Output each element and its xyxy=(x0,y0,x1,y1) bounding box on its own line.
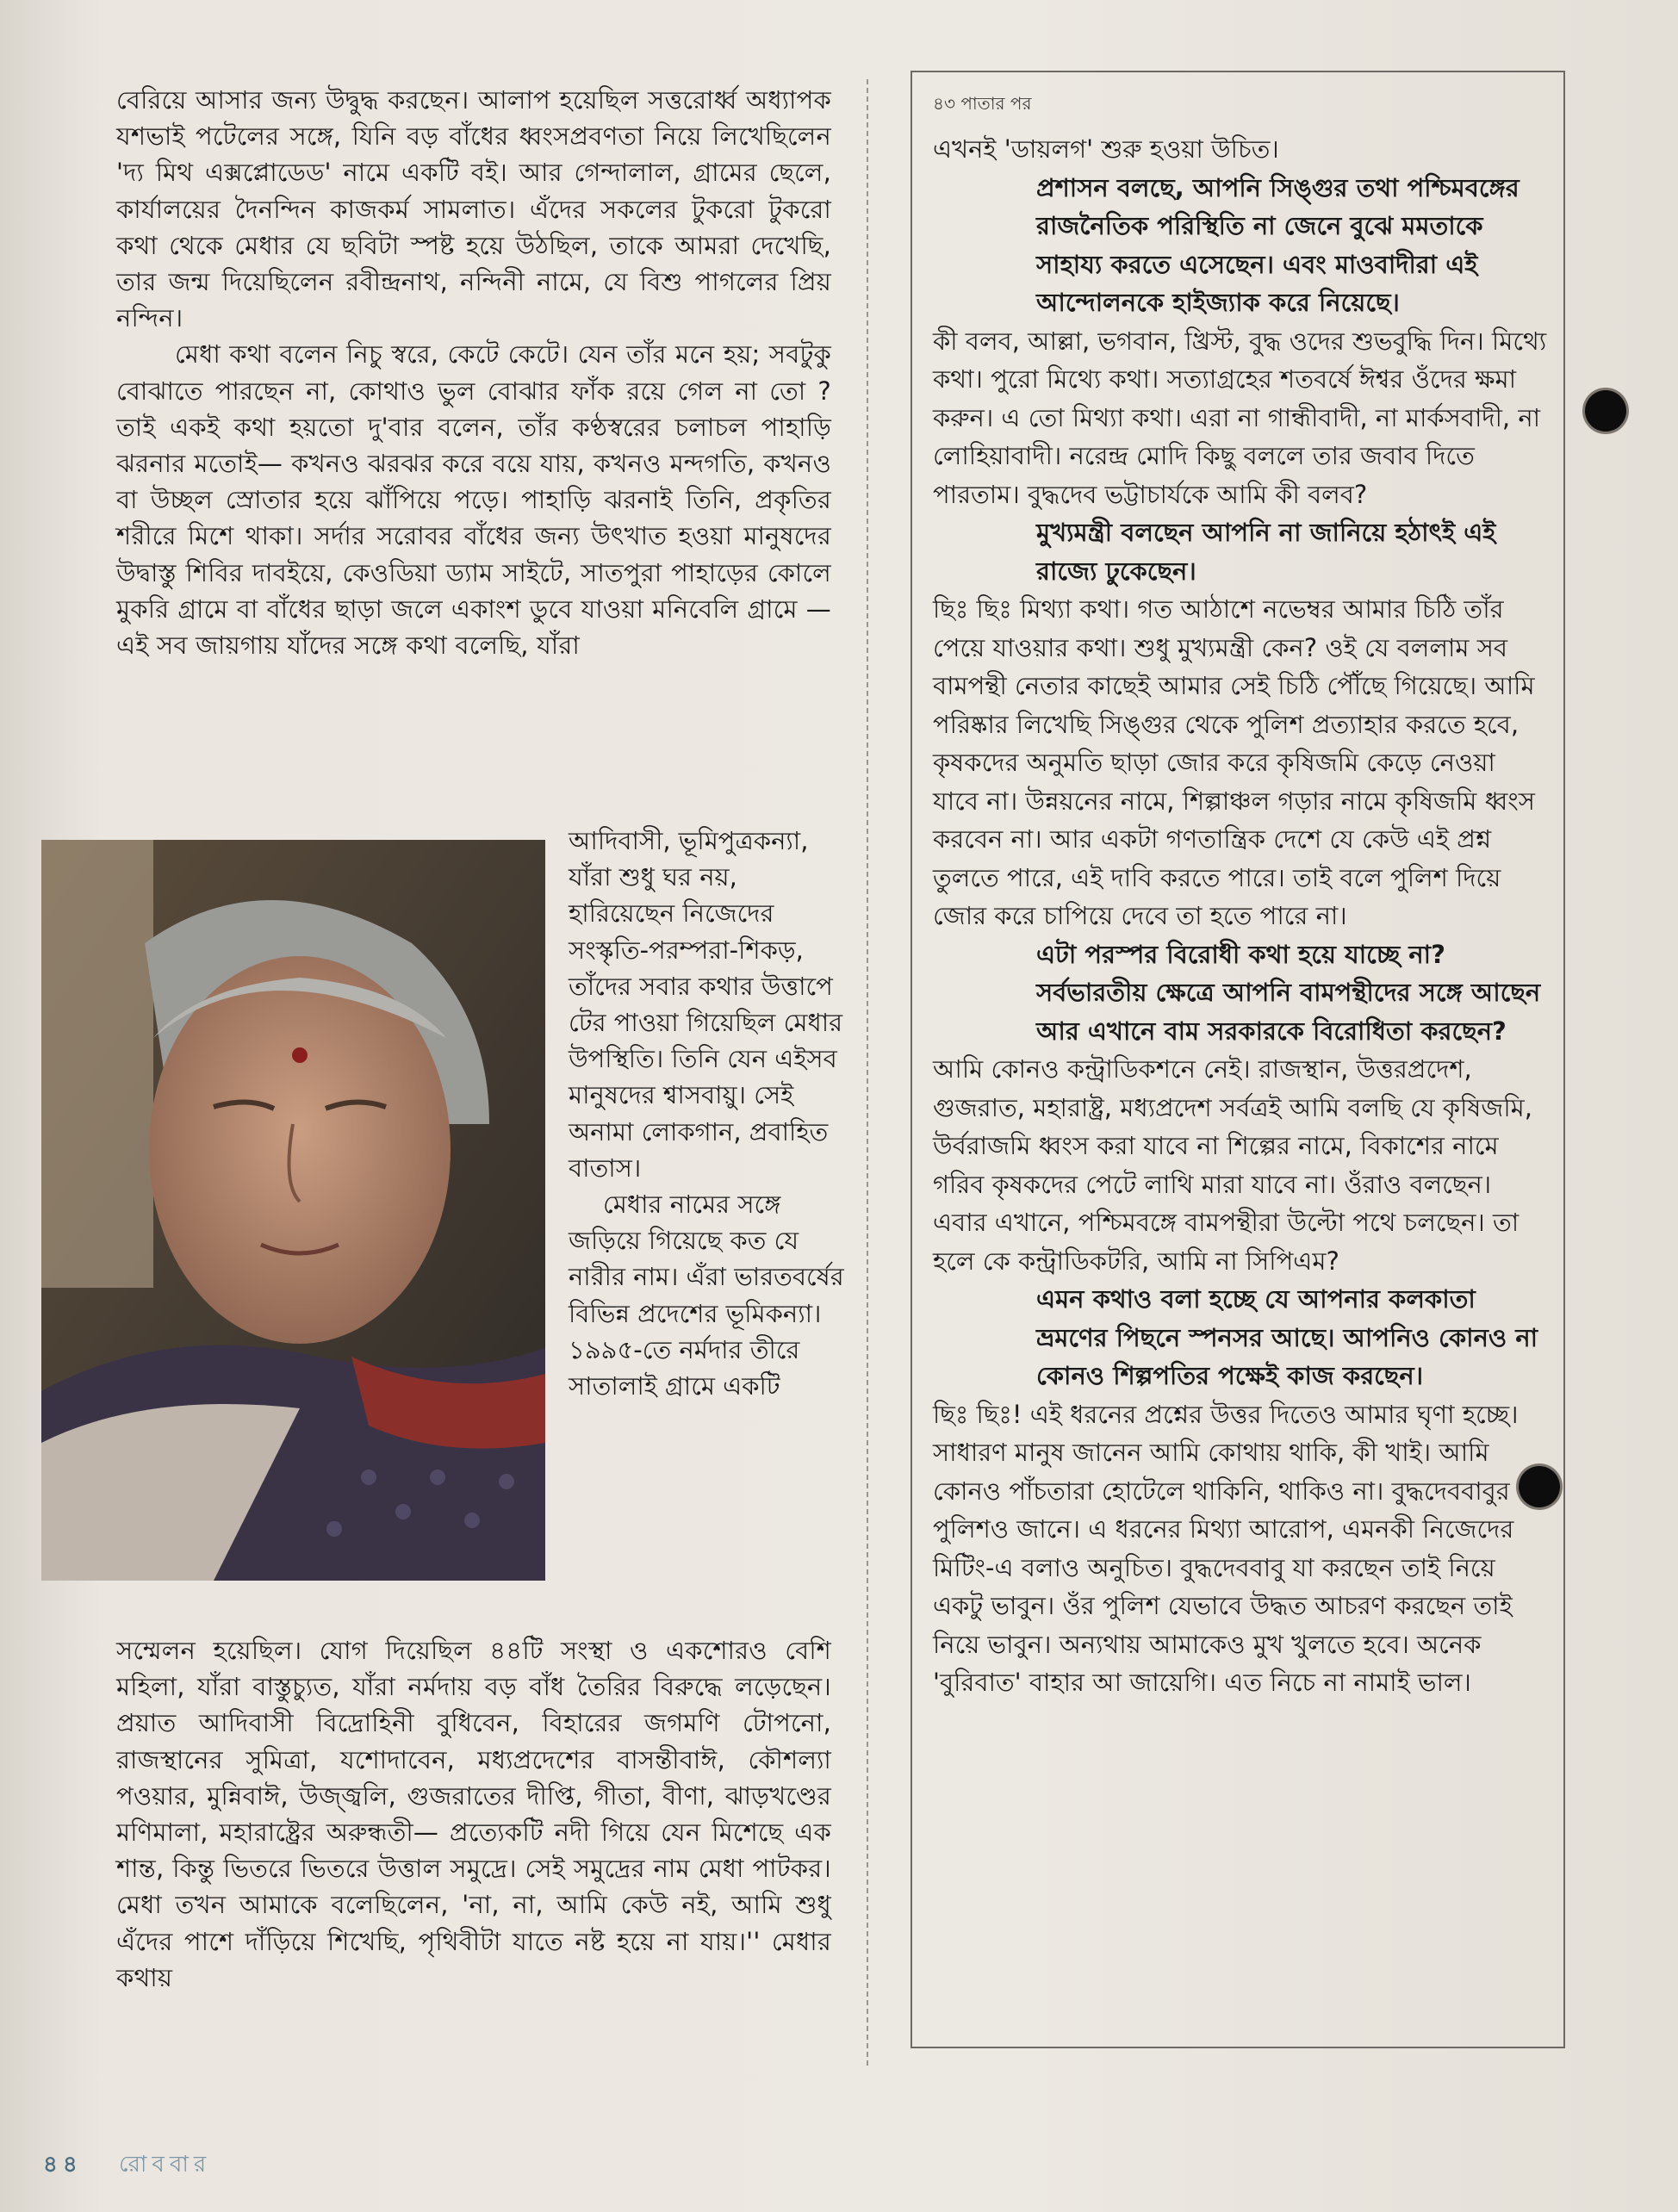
interview-answer: ছিঃ ছিঃ মিথ্যা কথা। গত আঠাশে নভেম্বর আমার চিঠি তাঁর পেয়ে যাওয়ার কথা। শুধু মুখ্যমন্ত্রী কেন? ওই যে বললাম সব বামপন্থী নেতার কাছেই আমার সেই চিঠি পৌঁছে গিয়েছে। আমি পরিষ্কার লিখেছি সিঙ্গুর থেকে পুলিশ প্রত্যাহার করতে হবে, কৃষকদের অনুমতি ছাড়া জোর করে কৃষিজমি কেড়ে নেওয়া যাবে না। উন্নয়নের নামে, শিল্পাঞ্চল গড়ার নামে কৃষিজমি ধ্বংস করবেন না। আর একটা গণতান্ত্রিক দেশে যে কেউ এই প্রশ্ন তুলতে পারে, এই দাবি করতে পারে। তাই বলে পুলিশ দিয়ে জোর করে চাপিয়ে দেবে তা হতে পারে না। xyxy=(933,594,1535,930)
page-footer xyxy=(43,2147,211,2184)
article-bottom-text xyxy=(116,1632,831,1996)
continuation-label: ৪৩ পাতার পর xyxy=(933,93,1032,114)
interview-question: প্রশাসন বলছে, আপনি সিঙ্গুর তথা পশ্চিমবঙ্গের রাজনৈতিক পরিস্থিতি না জেনে বুঝে মমতাকে সাহায্য করতে এসেছেন। এবং মাওবাদীরা এই আন্দোলনকে হাইজ্যাক করে নিয়েছে। xyxy=(1036,172,1520,317)
photo-wrap-section xyxy=(34,826,844,1589)
punch-hole xyxy=(1585,390,1626,432)
page-number: ৪৪ xyxy=(43,2152,83,2178)
interview-answer: ছিঃ ছিঃ! এই ধরনের প্রশ্নের উত্তর দিতেও আমার ঘৃণা হচ্ছে। সাধারণ মানুষ জানেন আমি কোথায় থাকি, কী খাই। আমি কোনও পাঁচতারা হোটেলে থাকিনি, থাকিও না। বুদ্ধদেববাবুর পুলিশও জানে। এ ধরনের মিথ্যা আরোপ, এমনকী নিজেদের মিটিং-এ বলাও অনুচিত। বুদ্ধদেববাবু যা করছেন তাই নিয়ে একটু ভাবুন। ওঁর পুলিশ যেভাবে উদ্ধত আচরণ করছেন তাই নিয়ে ভাবুন। অন্যথায় আমাকেও মুখ খুলতে হবে। অনেক 'বুরিবাত' বাহার আ জায়েগি। এত নিচে না নামাই ভাল। xyxy=(933,1399,1519,1697)
interview-question: মুখ্যমন্ত্রী বলছেন আপনি না জানিয়ে হঠাৎই এই রাজ্যে ঢুকেছেন। xyxy=(1036,518,1496,586)
interview-content xyxy=(933,91,1548,1702)
magazine-name: রোববার xyxy=(119,2152,212,2178)
article-paragraph-3: সম্মেলন হয়েছিল। যোগ দিয়েছিল ৪৪টি সংস্থা ও একশোরও বেশি মহিলা, যাঁরা বাস্তুচ্যুত, যাঁরা নর্মদায় বড় বাঁধ তৈরির বিরুদ্ধে লড়েছেন। প্রয়াত আদিবাসী বিদ্রোহিনী বুধিবেন, বিহারের জগমণি টোপনো, রাজস্থানের সুমিত্রা, যশোদাবেন, মধ্যপ্রদেশের বাসন্তীবাঈ, কৌশল্যা পওয়ার, মুন্নিবাঈ, উজ্জ্বলি, গুজরাতের দীপ্তি, গীতা, বীণা, ঝাড়খণ্ডের মণিমালা, মহারাষ্ট্রের অরুন্ধতী— প্রত্যেকটি নদী গিয়ে যেন মিশেছে এক শান্ত, কিন্তু ভিতরে ভিতরে উত্তাল সমুদ্রে। সেই সমুদ্রের নাম মেধা পাটকর। মেধা তখন আমাকে বলেছিলেন, 'না, না, আমি কেউ নই, আমি শুধু এঁদের পাশে দাঁড়িয়ে শিখেছি, পৃথিবীটা যাতে নষ্ট হয়ে না যায়।'' মেধার কথায় xyxy=(116,1636,831,1992)
interview-question: এমন কথাও বলা হচ্ছে যে আপনার কলকাতা ভ্রমণের পিছনে স্পনসর আছে। আপনিও কোনও না কোনও শিল্পপতির পক্ষেই কাজ করছেন। xyxy=(1036,1284,1538,1390)
article-paragraph-1: বেরিয়ে আসার জন্য উদ্বুদ্ধ করছেন। আলাপ হয়েছিল সত্তরোর্ধ্ব অধ্যাপক যশভাই পটেলের সঙ্গে, যিনি বড় বাঁধের ধ্বংসপ্রবণতা নিয়ে লিখেছিলেন 'দ্য মিথ এক্সপ্লোডেড' নামে একটি বই। আর গেন্দালাল, গ্রামের ছেলে, কার্যালয়ের দৈনন্দিন কাজকর্ম সামলাত। এঁদের সকলের টুকরো টুকরো কথা থেকে মেধার যে ছবিটা স্পষ্ট হয়ে উঠছিল, তাকে আমরা দেখেছি, তার জন্ম দিয়েছিলেন রবীন্দ্রনাথ, নন্দিনী নামে, যে বিশু পাগলের প্রিয় নন্দিন। xyxy=(116,85,831,333)
punch-hole xyxy=(1519,1466,1560,1507)
interview-answer: আমি কোনও কন্ট্রাডিকশনে নেই। রাজস্থান, উত্তরপ্রদেশ, গুজরাত, মহারাষ্ট্র, মধ্যপ্রদেশ সর্বত্রই আমি বলছি যে কৃষিজমি, উর্বরাজমি ধ্বংস করা যাবে না শিল্পের নামে, বিকাশের নামে গরিব কৃষকদের পেটে লাথি মারা যাবে না। ওঁরাও বলছেন। এবার এখানে, পশ্চিমবঙ্গে বামপন্থীরা উল্টো পথে চলছেন। তা হলে কে কন্ট্রাডিকটরি, আমি না সিপিএম? xyxy=(933,1054,1532,1276)
interview-box xyxy=(910,71,1565,2048)
article-paragraph-2: মেধা কথা বলেন নিচু স্বরে, কেটে কেটে। যেন তাঁর মনে হয়; সবটুকু বোঝাতে পারছেন না, কোথাও ভুল বোঝার ফাঁক রয়ে গেল না তো ? তাই একই কথা হয়তো দু'বার বলেন, তাঁর কণ্ঠস্বরের চলাচল পাহাড়ি ঝরনার মতোই— কখনও ঝরঝর করে বয়ে যায়, কখনও মন্দগতি, কখনও বা উচ্ছল স্রোতার হয়ে ঝাঁপিয়ে পড়ে। পাহাড়ি ঝরনাই তিনি, প্রকৃতির শরীরে মিশে থাকা। সর্দার সরোবর বাঁধের জন্য উৎখাত হওয়া মানুষদের উদ্বাস্তু শিবির দাবইয়ে, কেওডিয়া ড্যাম সাইটে, সাতপুরা পাহাড়ের কোলে মুকরি গ্রামে বা বাঁধের ছাড়া জলে একাংশ ডুবে যাওয়া মনিবেলি গ্রামে —এই সব জায়গায় যাঁদের সঙ্গে কথা বলেছি, যাঁরা xyxy=(116,339,831,661)
article-left-column xyxy=(116,82,831,663)
interview-answer: কী বলব, আল্লা, ভগবান, খ্রিস্ট, বুদ্ধ ওদের শুভবুদ্ধি দিন। মিথ্যে কথা। পুরো মিথ্যে কথা। সত্যাগ্রহের শতবর্ষে ঈশ্বর ওঁদের ক্ষমা করুন। এ তো মিথ্যা কথা। এরা না গান্ধীবাদী, না মার্কসবাদী, না লোহিয়াবাদী। নরেন্দ্র মোদি কিছু বললে তার জবাব দিতে পারতাম। বুদ্ধদেব ভট্টাচার্যকে আমি কী বলব? xyxy=(933,326,1547,509)
interview-answer: এখনই 'ডায়লগ' শুরু হওয়া উচিত। xyxy=(933,134,1279,164)
interview-question: এটা পরস্পর বিরোধী কথা হয়ে যাচ্ছে না? সর্বভারতীয় ক্ষেত্রে আপনি বামপন্থীদের সঙ্গে আছেন আর এখানে বাম সরকারকে বিরোধিতা করছেন? xyxy=(1036,939,1541,1046)
wrap-paragraph-2: মেধার নামের সঙ্গে জড়িয়ে গিয়েছে কত যে নারীর নাম। এঁরা ভারতবর্ষের বিভিন্ন প্রদেশের ভূমিকন্যা। ১৯৯৫-তে নর্মদার তীরে সাতালাই গ্রামে একটি xyxy=(569,1190,844,1401)
wrap-paragraph-1: আদিবাসী, ভূমিপুত্রকন্যা, যাঁরা শুধু ঘর নয়, হারিয়েছেন নিজেদের সংস্কৃতি-পরম্পরা-শিকড়, তাঁদের সবার কথার উত্তাপে টের পাওয়া গিয়েছিল মেধার উপস্থিতি। তিনি যেন এইসব মানুষদের শ্বাসবায়ু। সেই অনামা লোকগান, প্রবাহিত বাতাস। xyxy=(569,826,843,1183)
portrait-photo xyxy=(41,840,545,1581)
column-divider xyxy=(867,79,868,2069)
portrait-illustration xyxy=(41,840,545,1581)
wrap-text xyxy=(569,823,844,1404)
